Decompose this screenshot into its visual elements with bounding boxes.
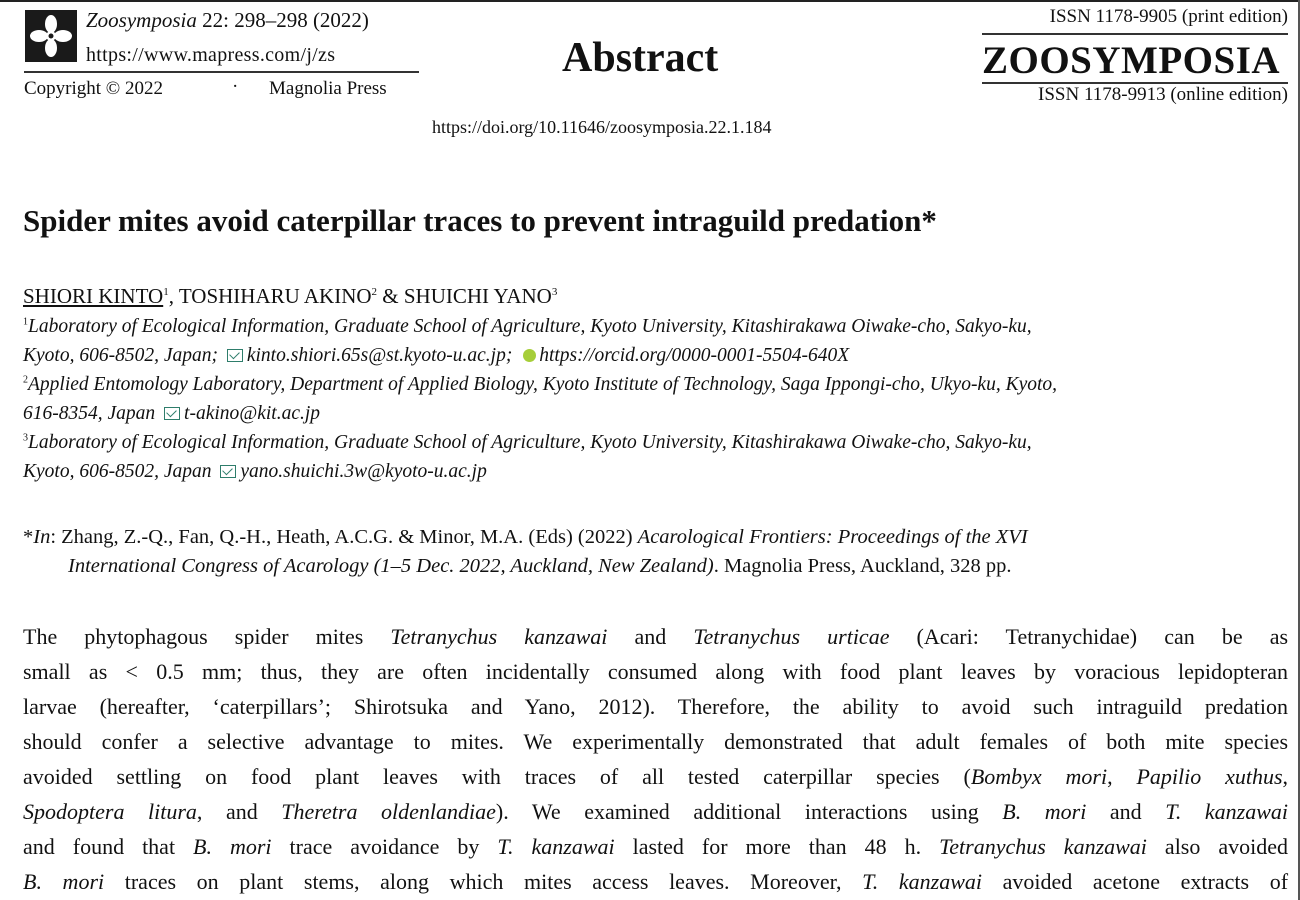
journal-citation [86, 8, 369, 33]
header-rule-left [24, 71, 419, 73]
text-run: , [1107, 764, 1137, 789]
text-run: trace avoidance by [271, 834, 498, 859]
in-note-label: In [33, 526, 51, 548]
author-3: & SHUICHI YANO [377, 284, 552, 308]
journal-url-link[interactable]: https://www.mapress.com/j/zs [86, 44, 336, 66]
abstract-line-4: should confer a selective advantage to mites. We experimentally demonstrated that adult females of both mite species [23, 729, 1288, 754]
text-run: (Acari: Tetranychidae) can be as [889, 624, 1289, 649]
abstract-line-7 [23, 834, 1288, 860]
affiliation-1-text: Laboratory of Ecological Information, Graduate School of Agriculture, Kyoto University, Kitashirakawa Oiwake-cho, Sakyo-ku, [28, 316, 1032, 337]
species-name: T. kanzawai [1165, 799, 1289, 824]
copyright: Copyright © 2022 [24, 78, 163, 99]
publisher-name: Magnolia Press [269, 78, 387, 99]
issn-print: ISSN 1178-9905 (print edition) [1049, 6, 1288, 27]
publisher-logo-icon [25, 10, 77, 62]
affiliation-3-line-1 [23, 432, 1032, 454]
in-note-book-title-1: Acarological Frontiers: Proceedings of the XVI [637, 526, 1028, 548]
text-run: avoided settling on food plant leaves with traces of all tested caterpillar species ( [23, 764, 971, 789]
email-icon [227, 349, 243, 362]
text-run: and [1086, 799, 1166, 824]
species-name: Bombyx mori [970, 764, 1108, 789]
affiliation-1-line-1 [23, 316, 1032, 338]
in-note-line-2 [68, 555, 1011, 578]
email-icon [164, 407, 180, 420]
author-1-sup: 1 [163, 286, 169, 298]
affiliation-3-line-2 [23, 461, 487, 483]
issn-online: ISSN 1178-9913 (online edition) [1038, 84, 1288, 105]
abstract-line-8 [23, 869, 1288, 895]
species-name: B. mori [193, 834, 272, 859]
volume-pages: 22: 298–298 (2022) [202, 8, 369, 32]
text-run: , [1282, 764, 1289, 789]
species-name: T. kanzawai [497, 834, 615, 859]
affiliation-2-sup: 2 [23, 374, 28, 386]
in-note-book-title-2: International Congress of Acarology (1–5 Dec. 2022, Auckland, New Zealand) [68, 555, 714, 577]
species-name: B. mori [23, 869, 105, 894]
affiliation-2-location: 616-8354, Japan [23, 403, 156, 424]
doi-link[interactable]: https://doi.org/10.11646/zoosymposia.22.1.184 [432, 117, 772, 137]
species-name: Theretra oldenlandiae [281, 799, 496, 824]
species-name: Tetranychus urticae [693, 624, 890, 649]
abstract-line-5 [23, 764, 1288, 790]
text-run: and [607, 624, 694, 649]
species-name: Spodoptera litura [23, 799, 197, 824]
in-note-publisher: . Magnolia Press, Auckland, 328 pp. [713, 555, 1012, 577]
species-name: T. kanzawai [862, 869, 982, 894]
author-2: , TOSHIHARU AKINO [168, 284, 372, 308]
affiliation-1-line-2 [23, 345, 849, 367]
section-label: Abstract [562, 35, 719, 81]
author-1: SHIORI KINTO [23, 284, 164, 308]
affiliation-2-line-1 [23, 374, 1057, 396]
affiliation-1-sup: 1 [23, 316, 28, 328]
text-run: lasted for more than 48 h. [614, 834, 940, 859]
affiliation-2-text: Applied Entomology Laboratory, Department of Applied Biology, Kyoto Institute of Technology, Saga Ippongi-cho, Ukyo-ku, Kyoto, [28, 374, 1058, 395]
text-run: , and [196, 799, 282, 824]
text-run: ). We examined additional interactions using [495, 799, 1003, 824]
email-link-3[interactable]: yano.shuichi.3w@kyoto-u.ac.jp [240, 461, 487, 482]
text-run: and found that [23, 834, 194, 859]
species-name: Tetranychus kanzawai [939, 834, 1147, 859]
text-run: also avoided [1146, 834, 1288, 859]
email-link-2[interactable]: t-akino@kit.ac.jp [184, 403, 321, 424]
affiliation-1-location: Kyoto, 606-8502, Japan; [23, 345, 218, 366]
text-run: The phytophagous spider mites [23, 624, 391, 649]
affiliation-3-text: Laboratory of Ecological Information, Graduate School of Agriculture, Kyoto University, Kitashirakawa Oiwake-cho, Sakyo-ku, [28, 432, 1032, 453]
separator-dot: · [232, 76, 239, 97]
email-icon [220, 465, 236, 478]
author-list [23, 284, 557, 309]
orcid-link[interactable]: https://orcid.org/0000-0001-5504-640X [539, 345, 850, 366]
author-2-sup: 2 [371, 286, 378, 298]
species-name: Tetranychus kanzawai [390, 624, 608, 649]
text-run: traces on plant stems, along which mites access leaves. Moreover, [104, 869, 863, 894]
text-run: avoided acetone extracts of [982, 869, 1289, 894]
species-name: B. mori [1002, 799, 1087, 824]
in-note-line-1 [23, 526, 1028, 549]
abstract-line-6 [23, 799, 1288, 825]
in-note-star: * [23, 526, 34, 548]
abstract-line-3: larvae (hereafter, ‘caterpillars’; Shirotsuka and Yano, 2012). Therefore, the ability to avoid such intraguild predation [23, 694, 1288, 719]
abstract-line-1 [23, 624, 1288, 650]
author-3-sup: 3 [551, 286, 558, 298]
affiliation-2-line-2 [23, 403, 320, 425]
paper-title: Spider mites avoid caterpillar traces to prevent intraguild predation* [23, 203, 937, 238]
affiliation-3-location: Kyoto, 606-8502, Japan [23, 461, 212, 482]
email-link-1[interactable]: kinto.shiori.65s@st.kyoto-u.ac.jp; [246, 345, 513, 366]
journal-name: Zoosymposia [86, 8, 197, 32]
affiliation-3-sup: 3 [23, 432, 28, 444]
in-note-editors: : Zhang, Z.-Q., Fan, Q.-H., Heath, A.C.G. & Minor, M.A. (Eds) (2022) [50, 526, 633, 548]
journal-brand: ZOOSYMPOSIA [982, 39, 1281, 82]
page-top-border [0, 0, 1300, 2]
abstract-line-2: small as < 0.5 mm; thus, they are often incidentally consumed along with food plant leaves by voracious lepidopteran [23, 659, 1288, 684]
species-name: Papilio xuthus [1136, 764, 1283, 789]
orcid-icon [523, 349, 536, 362]
header-rule-right-top [982, 33, 1288, 35]
